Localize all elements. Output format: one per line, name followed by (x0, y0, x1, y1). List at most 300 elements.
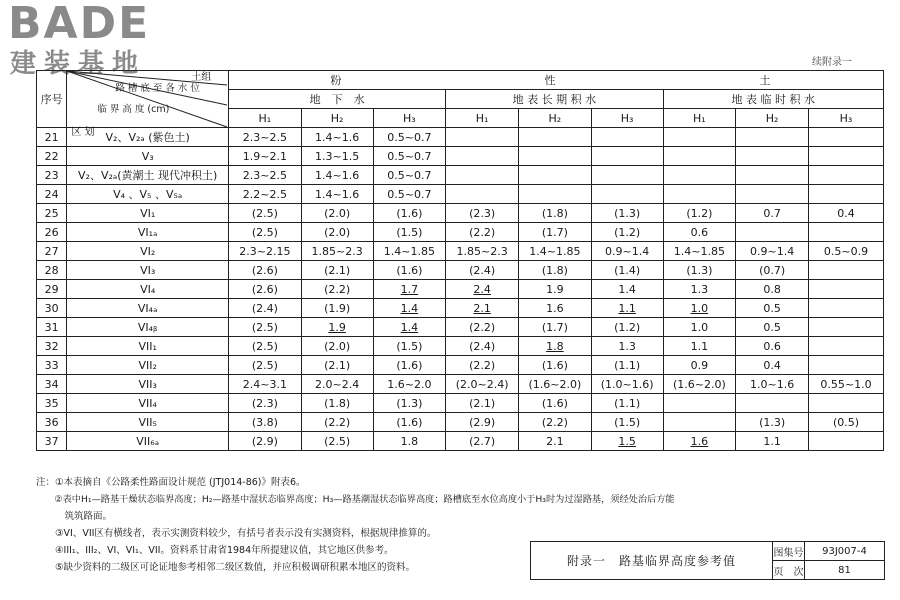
title-block (530, 541, 885, 580)
value-text: (1.8) (541, 206, 568, 220)
value-cell (446, 394, 519, 413)
value-cell (519, 318, 592, 337)
value-text: (2.1) (469, 396, 496, 410)
value-cell (519, 432, 592, 451)
value-cell (229, 299, 302, 318)
subgroup-groundwater: 地 下 水 (229, 90, 446, 109)
value-cell (736, 413, 809, 432)
logo-sub-text: 建装基地 (10, 49, 147, 79)
row-region: VI₁ₐ (67, 223, 229, 242)
value-text: 2.3~2.5 (242, 168, 287, 182)
table-row (37, 242, 884, 261)
value-text: (1.4) (614, 263, 641, 277)
value-cell (301, 337, 373, 356)
value-cell (591, 375, 663, 394)
value-cell (663, 242, 736, 261)
watermark-logo (6, 2, 176, 80)
value-cell (519, 299, 592, 318)
value-text: 1.9~2.1 (242, 149, 287, 163)
row-number: 24 (37, 185, 67, 204)
value-cell (301, 242, 373, 261)
value-text: (2.2) (324, 415, 351, 429)
col-h1: H₁ (229, 109, 302, 128)
value-cell (663, 318, 736, 337)
value-cell (519, 242, 592, 261)
value-text: (2.1) (324, 263, 351, 277)
value-text: 1.85~2.3 (456, 244, 508, 258)
value-cell (373, 432, 446, 451)
value-cell (229, 128, 302, 147)
value-text: 0.9 (690, 358, 709, 372)
value-text: 2.2~2.5 (242, 187, 287, 201)
row-number: 36 (37, 413, 67, 432)
value-text: 1.9 (328, 320, 346, 334)
value-cell (591, 223, 663, 242)
value-cell (736, 375, 809, 394)
group-silt (229, 71, 884, 90)
value-cell (519, 356, 592, 375)
value-text: (2.0) (324, 206, 351, 220)
value-text: 1.0 (690, 320, 709, 334)
value-cell (663, 413, 736, 432)
value-text: (1.1) (614, 396, 641, 410)
value-text: (1.8) (324, 396, 351, 410)
value-cell (519, 375, 592, 394)
row-region: VII₁ (67, 337, 229, 356)
value-text: 0.4 (837, 206, 855, 220)
row-region: V₂、V₂ₐ (紫色土) (67, 128, 229, 147)
value-cell (446, 432, 519, 451)
value-cell (373, 242, 446, 261)
value-text: 1.4~1.6 (315, 187, 360, 201)
table-row (37, 413, 884, 432)
value-cell (373, 375, 446, 394)
value-cell (591, 261, 663, 280)
value-cell (591, 147, 663, 166)
value-cell (809, 242, 884, 261)
note-line: ⑤缺少资料的二级区可论证地参考相邻二级区数值，并应积极调研积累本地区的资料。 (36, 562, 416, 573)
value-cell (809, 394, 884, 413)
value-cell (736, 299, 809, 318)
value-text: 1.5 (618, 434, 636, 448)
value-cell (373, 356, 446, 375)
value-text: (2.1) (324, 358, 351, 372)
value-text: 1.85~2.3 (311, 244, 363, 258)
value-cell (373, 166, 446, 185)
value-cell (736, 318, 809, 337)
value-cell (446, 375, 519, 394)
value-cell (591, 318, 663, 337)
value-cell (446, 299, 519, 318)
subgroup-long-term-water: 地 表 长 期 积 水 (446, 90, 663, 109)
row-number: 31 (37, 318, 67, 337)
value-text: 0.8 (763, 282, 781, 296)
value-text: (2.6) (251, 282, 278, 296)
table-row (37, 261, 884, 280)
value-text: (1.6~2.0) (528, 377, 582, 391)
value-cell (809, 261, 884, 280)
note-line: 筑筑路面。 (36, 511, 113, 522)
subgroup-temporary-water: 地 表 临 时 积 水 (663, 90, 884, 109)
value-text: (2.2) (324, 282, 351, 296)
value-text: 1.1 (690, 339, 709, 353)
value-text: 1.4~1.85 (673, 244, 725, 258)
value-cell (373, 204, 446, 223)
value-cell (373, 299, 446, 318)
value-text: (1.0~1.6) (600, 377, 654, 391)
row-region: VI₄ (67, 280, 229, 299)
value-cell (663, 375, 736, 394)
value-cell (519, 394, 592, 413)
value-text: (1.3) (759, 415, 786, 429)
value-cell (301, 432, 373, 451)
row-region: VII₄ (67, 394, 229, 413)
value-text: 0.5 (763, 320, 781, 334)
value-text: (1.3) (614, 206, 641, 220)
row-number: 30 (37, 299, 67, 318)
value-cell (591, 242, 663, 261)
value-cell (519, 204, 592, 223)
value-text: 1.9 (546, 282, 564, 296)
value-text: 1.8 (400, 434, 419, 448)
value-text: (1.9) (324, 301, 351, 315)
value-text: (2.5) (251, 320, 278, 334)
table-row (37, 299, 884, 318)
row-region: VI₃ (67, 261, 229, 280)
value-cell (301, 280, 373, 299)
row-region: VII₂ (67, 356, 229, 375)
value-text: (1.6) (541, 396, 568, 410)
value-cell (519, 166, 592, 185)
value-cell (229, 318, 302, 337)
value-cell (229, 223, 302, 242)
value-text: (2.5) (324, 434, 351, 448)
value-text: 0.9~1.4 (605, 244, 650, 258)
value-text: (1.6) (541, 358, 568, 372)
critical-height-table (36, 70, 884, 451)
drawing-no-label: 图集号 (773, 542, 805, 561)
value-cell (373, 223, 446, 242)
value-text: 0.5~0.9 (823, 244, 869, 258)
row-region: V₃ (67, 147, 229, 166)
value-cell (519, 147, 592, 166)
value-cell (446, 261, 519, 280)
value-cell (591, 432, 663, 451)
value-text: (2.0) (324, 225, 351, 239)
value-text: 1.6~2.0 (387, 377, 432, 391)
value-cell (301, 147, 373, 166)
row-region: VII₅ (67, 413, 229, 432)
value-text: (1.2) (686, 206, 713, 220)
value-text: 1.7 (400, 282, 419, 296)
row-number: 26 (37, 223, 67, 242)
value-cell (373, 394, 446, 413)
value-text: (2.4) (469, 263, 496, 277)
value-text: 1.0~1.6 (750, 377, 795, 391)
value-text: 1.3~1.5 (315, 149, 360, 163)
value-text: 2.0~2.4 (315, 377, 360, 391)
drawing-title: 附录一 路基临界高度参考值 (531, 542, 773, 580)
value-cell (591, 185, 663, 204)
value-cell (301, 185, 373, 204)
value-cell (809, 318, 884, 337)
row-number: 37 (37, 432, 67, 451)
value-text: (2.2) (469, 225, 496, 239)
value-text: (2.6) (251, 263, 278, 277)
value-cell (663, 166, 736, 185)
value-cell (809, 223, 884, 242)
value-cell (301, 375, 373, 394)
value-cell (663, 356, 736, 375)
table-row (37, 166, 884, 185)
value-cell (809, 432, 884, 451)
value-cell (591, 166, 663, 185)
value-text: 1.4 (400, 301, 419, 315)
value-text: 1.6 (546, 301, 564, 315)
value-cell (446, 337, 519, 356)
row-number: 32 (37, 337, 67, 356)
drawing-no: 93J007-4 (805, 542, 885, 561)
row-region: V₄ 、V₅ 、V₅ₐ (67, 185, 229, 204)
note-line: ③VI、VII区有横线者，表示实测资料较少，有括号者表示没有实测资料，根据规律推算的。 (36, 528, 437, 539)
value-text: (0.7) (759, 263, 786, 277)
table-row (37, 394, 884, 413)
value-text: 1.6 (690, 434, 709, 448)
col-h2: H₂ (736, 109, 809, 128)
value-cell (591, 204, 663, 223)
value-cell (663, 299, 736, 318)
value-cell (663, 204, 736, 223)
row-region: VII₃ (67, 375, 229, 394)
table-row (37, 223, 884, 242)
value-text: (1.8) (541, 263, 568, 277)
value-text: 1.8 (546, 339, 564, 353)
value-text: (2.5) (251, 206, 278, 220)
page-label: 页 次 (773, 561, 805, 580)
value-text: (1.7) (541, 225, 568, 239)
value-cell (736, 204, 809, 223)
col-h1: H₁ (446, 109, 519, 128)
value-cell (809, 299, 884, 318)
value-cell (809, 280, 884, 299)
value-cell (373, 318, 446, 337)
table-row (37, 204, 884, 223)
value-cell (301, 413, 373, 432)
value-cell (591, 128, 663, 147)
logo-main-text: BADE (8, 0, 151, 49)
value-cell (446, 242, 519, 261)
value-cell (663, 185, 736, 204)
value-cell (229, 204, 302, 223)
value-text: 1.3 (690, 282, 709, 296)
value-cell (736, 394, 809, 413)
value-cell (591, 394, 663, 413)
table-row (37, 356, 884, 375)
value-cell (229, 185, 302, 204)
row-region: VI₂ (67, 242, 229, 261)
value-cell (229, 413, 302, 432)
value-text: 1.4~1.6 (315, 168, 360, 182)
row-number: 28 (37, 261, 67, 280)
value-cell (229, 166, 302, 185)
value-text: (1.2) (614, 320, 641, 334)
value-cell (373, 280, 446, 299)
value-text: 0.6 (690, 225, 709, 239)
col-h3: H₃ (809, 109, 884, 128)
value-text: 1.4 (400, 320, 419, 334)
value-cell (591, 337, 663, 356)
value-cell (809, 413, 884, 432)
value-text: (2.5) (251, 225, 278, 239)
group-label-3: 土 (759, 73, 771, 87)
value-cell (591, 413, 663, 432)
value-cell (663, 432, 736, 451)
value-cell (736, 223, 809, 242)
value-cell (229, 394, 302, 413)
value-text: (1.5) (614, 415, 641, 429)
value-cell (229, 375, 302, 394)
value-cell (809, 166, 884, 185)
value-text: 0.5 (763, 301, 781, 315)
note-line: ④III₁、III₂、VI、VI₁、VII。资料系甘肃省1984年所提建议值，其它地区供参考。 (36, 545, 394, 556)
value-cell (373, 185, 446, 204)
table-row (37, 147, 884, 166)
value-cell (301, 356, 373, 375)
value-cell (809, 337, 884, 356)
value-cell (591, 280, 663, 299)
value-cell (736, 128, 809, 147)
value-cell (519, 128, 592, 147)
value-cell (301, 318, 373, 337)
row-number: 29 (37, 280, 67, 299)
value-cell (736, 185, 809, 204)
value-cell (301, 223, 373, 242)
value-cell (446, 318, 519, 337)
table-row (37, 375, 884, 394)
value-text: (1.6) (396, 206, 423, 220)
value-text: (1.7) (541, 320, 568, 334)
value-cell (663, 337, 736, 356)
value-cell (229, 432, 302, 451)
value-cell (446, 204, 519, 223)
diag-label-water: 路 槽 底 至 各 水 位 (115, 83, 200, 94)
value-text: (2.9) (469, 415, 496, 429)
value-cell (736, 242, 809, 261)
value-cell (446, 413, 519, 432)
row-region: VI₄ₐ (67, 299, 229, 318)
value-text: (1.6) (396, 263, 423, 277)
value-text: (2.2) (469, 358, 496, 372)
value-cell (809, 128, 884, 147)
value-cell (663, 280, 736, 299)
value-cell (519, 185, 592, 204)
note-line: ②表中H₁—路基干燥状态临界高度；H₂—路基中湿状态临界高度；H₃—路基潮湿状态临界高度；路槽底至水位高度小于H₃时为过湿路基，须经处治后方能 (36, 494, 675, 505)
value-text: 0.9~1.4 (750, 244, 795, 258)
group-label-1: 粉 (330, 73, 342, 87)
value-cell (736, 166, 809, 185)
value-text: 1.1 (618, 301, 636, 315)
col-h3: H₃ (591, 109, 663, 128)
value-cell (736, 280, 809, 299)
value-text: 0.7 (763, 206, 781, 220)
value-text: 2.1 (546, 434, 564, 448)
value-cell (663, 223, 736, 242)
value-text: 0.4 (763, 358, 781, 372)
diag-label-region: 区 划 (71, 127, 95, 138)
value-cell (446, 128, 519, 147)
row-number: 25 (37, 204, 67, 223)
diag-label-height: 临 界 高 度 (cm) (97, 104, 170, 115)
col-h2: H₂ (519, 109, 592, 128)
value-cell (373, 147, 446, 166)
value-text: (0.5) (832, 415, 860, 429)
value-text: 0.5~0.7 (387, 149, 432, 163)
col-h1: H₁ (663, 109, 736, 128)
table-row (37, 280, 884, 299)
continued-label: 续附录一 (812, 57, 852, 68)
value-text: 0.6 (763, 339, 781, 353)
row-region: VII₆ₐ (67, 432, 229, 451)
col-h2: H₂ (301, 109, 373, 128)
value-cell (446, 166, 519, 185)
value-cell (663, 128, 736, 147)
value-text: 2.4 (473, 282, 491, 296)
value-cell (373, 413, 446, 432)
value-text: (1.6) (396, 415, 423, 429)
value-text: (1.5) (396, 225, 423, 239)
table-row (37, 185, 884, 204)
group-label-2: 性 (544, 73, 556, 87)
value-cell (301, 299, 373, 318)
value-text: (2.2) (541, 415, 568, 429)
value-cell (301, 128, 373, 147)
value-text: (2.4) (251, 301, 278, 315)
value-text: 1.4~1.6 (315, 130, 360, 144)
value-text: 0.5~0.7 (387, 130, 432, 144)
value-cell (446, 185, 519, 204)
value-cell (446, 147, 519, 166)
value-text: (1.6) (396, 358, 423, 372)
value-text: (2.0~2.4) (455, 377, 509, 391)
row-number: 23 (37, 166, 67, 185)
value-cell (446, 356, 519, 375)
value-cell (519, 413, 592, 432)
value-text: (2.2) (469, 320, 496, 334)
value-text: 1.0 (690, 301, 709, 315)
row-number: 27 (37, 242, 67, 261)
value-text: (1.5) (396, 339, 423, 353)
value-cell (519, 337, 592, 356)
value-text: (2.5) (251, 339, 278, 353)
value-text: 0.55~1.0 (820, 377, 872, 391)
value-cell (301, 166, 373, 185)
value-cell (301, 394, 373, 413)
value-cell (301, 261, 373, 280)
value-cell (736, 432, 809, 451)
table-row (37, 432, 884, 451)
value-cell (373, 337, 446, 356)
row-number: 34 (37, 375, 67, 394)
value-text: (2.5) (251, 358, 278, 372)
value-text: 1.3 (618, 339, 636, 353)
value-cell (809, 204, 884, 223)
value-cell (591, 299, 663, 318)
value-cell (519, 280, 592, 299)
value-text: 1.1 (763, 434, 781, 448)
value-cell (446, 280, 519, 299)
value-text: 2.3~2.5 (242, 130, 287, 144)
row-region: VI₄ᵦ (67, 318, 229, 337)
